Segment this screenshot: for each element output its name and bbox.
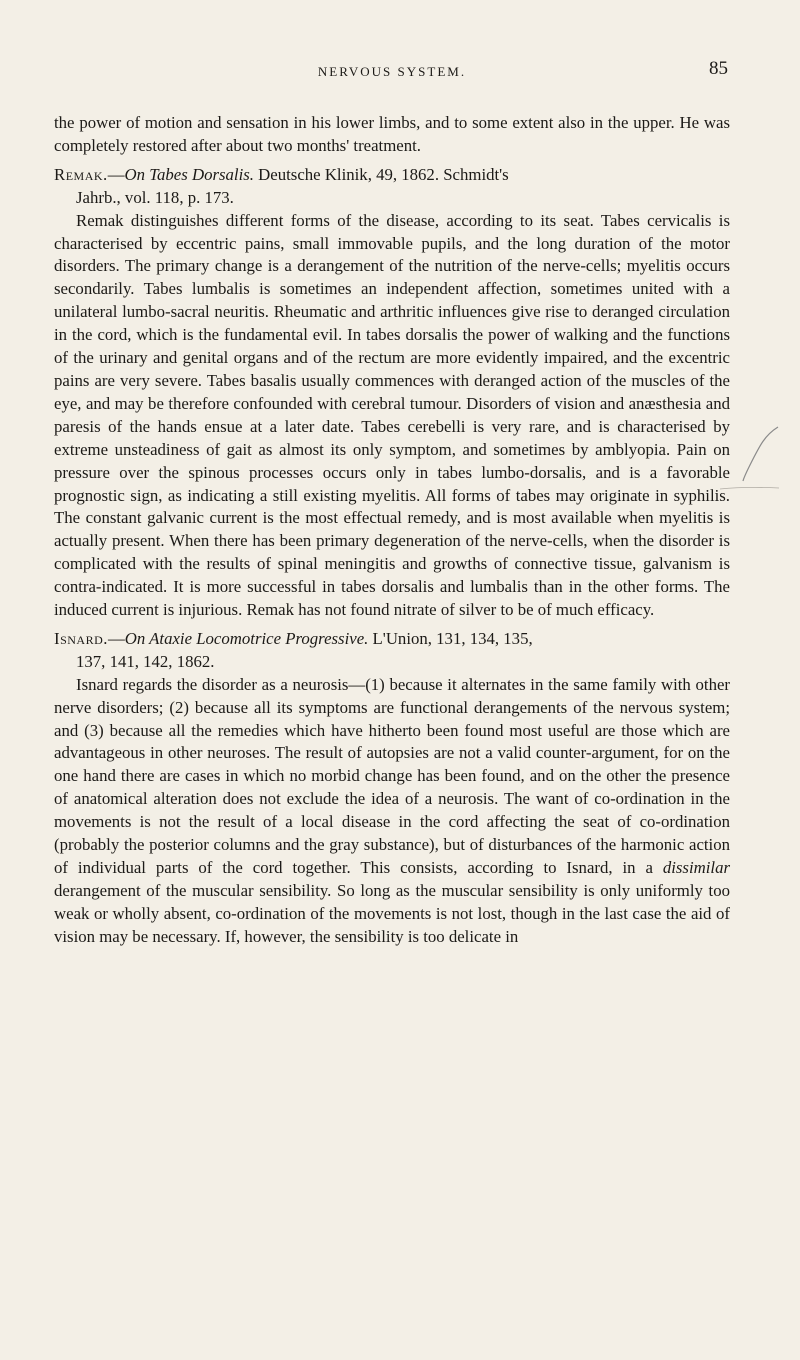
remak-entry [54,164,730,622]
running-head: NERVOUS SYSTEM. [317,64,467,79]
isnard-body-part2: derangement of the muscular sensibility. So long as the muscular sensibility is only uniformly too weak or wholly absent, co-ordination of the movements is not lost, though in the last case the aid of vision may be necessary. If, however, the sensibility is too delicate in [54,880,730,946]
remak-title: On Tabes Dorsalis. [124,164,254,184]
isnard-title: On Ataxie Locomotrice Progressive. [124,628,369,648]
isnard-author: Isnard. [54,628,108,648]
remak-body: Remak distinguishes different forms of the disease, according to its seat. Tabes cervicalis is characterised by eccentric pains, small immovable pupils, and the long duration of the motor disorders. The primary change is a derangement of the nutrition of the nerve-cells; myelitis occurs secondarily. Tabes lumbalis is sometimes an independent affection, sometimes united with a unilateral lumbo-sacral neuritis. Rheumatic and arthritic influences give rise to deranged circulation in the cord, which is the fundamental evil. In tabes dorsalis the power of walking and the functions of the urinary and genital organs and of the rectum are more evidently impaired, and the excentric pains are very severe. Tabes basalis usually commences with deranged action of the muscles of the eye, and may be therefore confounded with cerebral tumour. Disorders of vision and anæsthesia and paresis of the hands ensue at a later date. Tabes cerebelli is very rare, and is characterised by extreme unsteadiness of gait as almost its only symptom, and sometimes by amblyopia. Pain on pressure over the spinous processes occurs only in tabes lumbo-dorsalis, and is a favorable prognostic sign, as indicating a still existing myelitis. All forms of tabes may originate in syphilis. The constant galvanic current is the most effectual remedy, and is most available when myelitis is actually present. When there has been primary degeneration of the nerve-cells, when the disorder is complicated with the results of spinal meningitis and growths of connective tissue, galvanism is contra-indicated. It is more successful in tabes dorsalis and lumbalis than in the other forms. The induced current is injurious. Remak has not found nitrate of silver to be of much efficacy. [54,210,730,620]
isnard-citation [54,628,730,651]
isnard-citation-cont: 137, 141, 142, 1862. [76,651,215,671]
remak-citation-line1: Deutsche Klinik, 49, 1862. Schmidt's [253,164,509,184]
page-number: 85 [709,58,728,79]
page-header [56,58,728,88]
remak-citation-cont: Jahrb., vol. 118, p. 173. [76,187,234,207]
remak-dash: — [107,164,125,184]
isnard-body-italic: dissimilar [662,858,730,877]
remak-author: Remak. [54,164,108,184]
page-body [54,112,730,949]
isnard-body [54,674,730,949]
remak-citation [54,164,730,187]
isnard-citation-line1: L'Union, 131, 134, 135, [368,628,533,648]
isnard-dash: — [107,628,125,648]
isnard-entry [54,628,730,949]
isnard-body-part1: Isnard regards the disorder as a neurosis—(1) because it alternates in the same family with other nerve disorders; (2) because all its symptoms are functional derangements of the nervous system; and (3) because all the remedies which have hitherto been found most useful are those which are advantageous in other neuroses. The result of autopsies are not a valid counter-argument, for on the one hand there are cases in which no morbid change has been found, and on the other the presence of anatomical alteration does not exclude the idea of a neurosis. The want of co-ordination in the movements is not the result of a local disease in the cord affecting the seat of co-ordination (probably the posterior columns and the gray substance), but of disturbances of the harmonic action of individual parts of the cord together. This consists, according to Isnard, in a [54,674,730,877]
intro-paragraph: the power of motion and sensation in his lower limbs, and to some extent also in the upper. He was completely restored after about two months' treatment. [54,113,730,155]
